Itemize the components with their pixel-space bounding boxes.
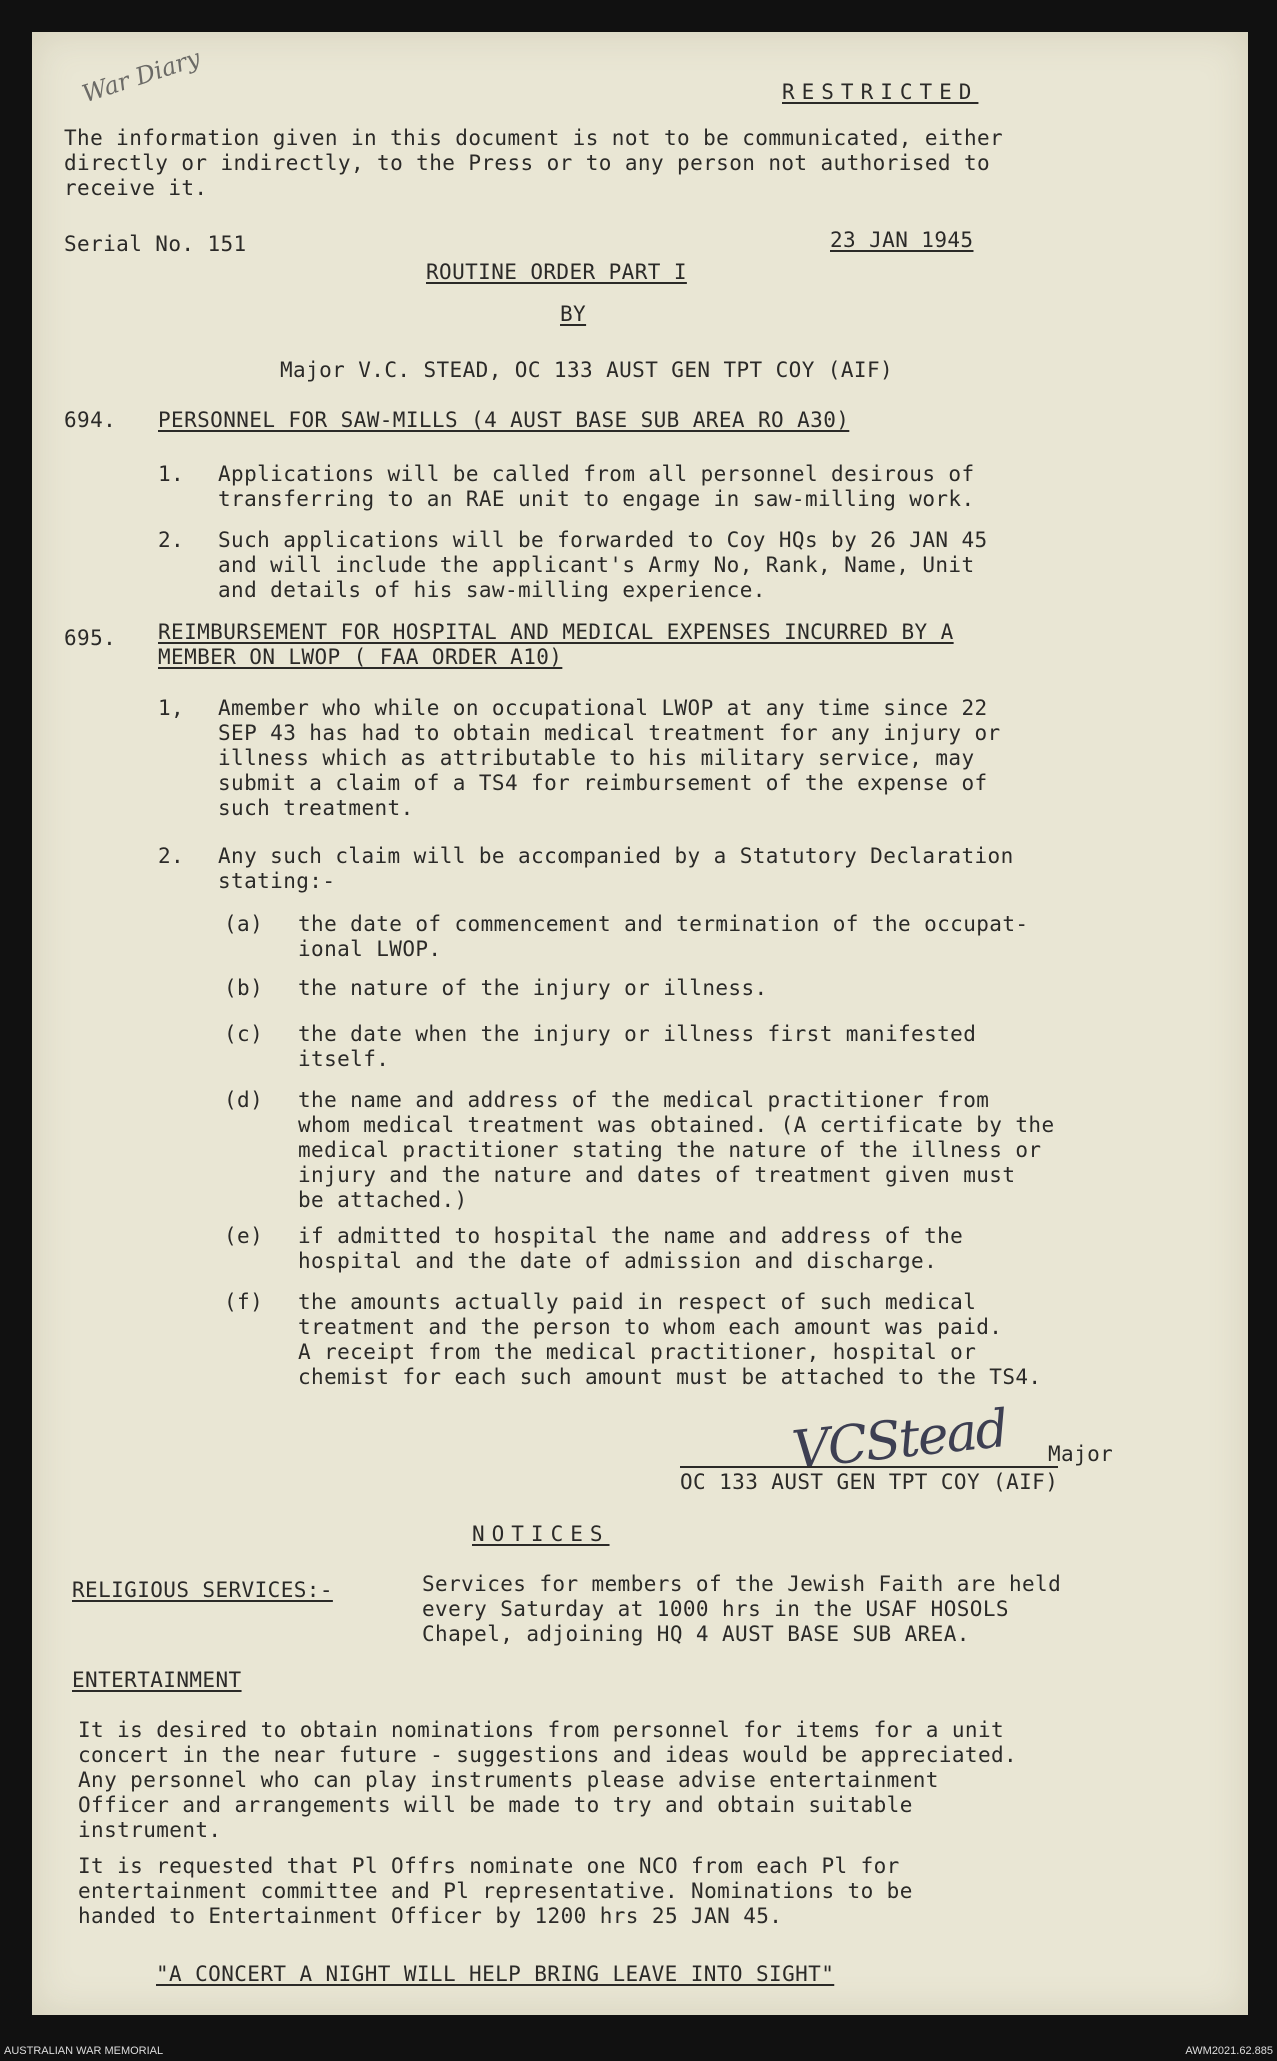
text-line: the date of commencement and termination of the occupat-	[298, 912, 1029, 936]
sub-item-b	[298, 976, 768, 1001]
text-line: A receipt from the medical practitioner, hospital or	[298, 1340, 977, 1364]
sub-item-letter: (e)	[224, 1224, 264, 1248]
sub-item-letter: (c)	[224, 1022, 264, 1046]
text-line: such treatment.	[218, 796, 414, 820]
text-line: hospital and the date of admission and discharge.	[298, 1249, 938, 1273]
warning-notice	[64, 126, 1003, 201]
signature-unit: OC 133 AUST GEN TPT COY (AIF)	[680, 1466, 1058, 1495]
text-line: and will include the applicant's Army No, Rank, Name, Unit	[218, 553, 975, 577]
text-line: It is requested that Pl Offrs nominate one NCO from each Pl for	[78, 1854, 900, 1878]
text-line: ional LWOP.	[298, 937, 442, 961]
text-line: itself.	[298, 1047, 390, 1071]
paragraph-number: 1,	[158, 696, 185, 720]
footer-institution: AUSTRALIAN WAR MEMORIAL	[4, 2045, 164, 2057]
pencil-annotation: War Diary	[78, 43, 204, 109]
text-line: if admitted to hospital the name and address of the	[298, 1224, 964, 1248]
text-line: whom medical treatment was obtained. (A certificate by the	[298, 1113, 1055, 1137]
classification-stamp: RESTRICTED	[782, 80, 979, 104]
entertainment-paragraph-1	[78, 1718, 1017, 1843]
text-line: Services for members of the Jewish Faith are held	[422, 1572, 1062, 1596]
text-line: be attached.)	[298, 1188, 468, 1212]
sub-item-e	[298, 1224, 963, 1274]
text-line: Any such claim will be accompanied by a Statutory Declaration	[218, 844, 1014, 868]
warning-line: directly or indirectly, to the Press or to any person not authorised to	[64, 151, 991, 175]
warning-line: The information given in this document is not to be communicated, either	[64, 126, 1004, 150]
footer-accession-number: AWM2021.62.885	[1185, 2045, 1273, 2057]
sub-item-c	[298, 1022, 976, 1072]
sub-item-letter: (f)	[224, 1290, 264, 1314]
religious-services-text	[422, 1572, 1061, 1647]
sub-item-letter: (b)	[224, 976, 264, 1000]
paragraph-694-2	[218, 528, 988, 603]
text-line: entertainment committee and Pl representative. Nominations to be	[78, 1879, 913, 1903]
paragraph-695-2	[218, 844, 1014, 894]
text-line: It is desired to obtain nominations from personnel for items for a unit	[78, 1718, 1005, 1742]
order-number-694: 694.	[64, 408, 117, 432]
order-title: ROUTINE ORDER PART I	[426, 260, 687, 284]
sub-item-d	[298, 1088, 1055, 1213]
text-line: instrument.	[78, 1818, 222, 1842]
signature-rank: Major	[1048, 1442, 1114, 1466]
religious-services-label: RELIGIOUS SERVICES:-	[72, 1578, 333, 1602]
text-line: stating:-	[218, 869, 336, 893]
text-line: every Saturday at 1000 hrs in the USAF HOSOLS	[422, 1597, 1009, 1621]
title-line: REIMBURSEMENT FOR HOSPITAL AND MEDICAL EXPENSES INCURRED BY A	[158, 620, 954, 644]
sub-item-letter: (d)	[224, 1088, 264, 1112]
sub-item-a	[298, 912, 1028, 962]
text-line: handed to Entertainment Officer by 1200 hrs 25 JAN 45.	[78, 1904, 783, 1928]
text-line: chemist for each such amount must be attached to the TS4.	[298, 1365, 1042, 1389]
text-line: the date when the injury or illness first manifested	[298, 1022, 977, 1046]
handwritten-signature: VCStead	[789, 1398, 1010, 1482]
order-title-694: PERSONNEL FOR SAW-MILLS (4 AUST BASE SUB AREA RO A30)	[158, 408, 850, 432]
entertainment-label: ENTERTAINMENT	[72, 1668, 242, 1692]
text-line: Officer and arrangements will be made to try and obtain suitable	[78, 1793, 913, 1817]
paragraph-number: 1.	[158, 462, 185, 486]
paragraph-number: 2.	[158, 844, 185, 868]
order-number-695: 695.	[64, 626, 117, 650]
text-line: Applications will be called from all personnel desirous of	[218, 462, 975, 486]
order-title-695	[158, 620, 954, 670]
text-line: injury and the nature and dates of treatment given must	[298, 1163, 1016, 1187]
text-line: SEP 43 has had to obtain medical treatment for any injury or	[218, 721, 1001, 745]
text-line: Amember who while on occupational LWOP at any time since 22	[218, 696, 988, 720]
text-line: concert in the near future - suggestions and ideas would be appreciated.	[78, 1743, 1018, 1767]
text-line: Any personnel who can play instruments please advise entertainment	[78, 1768, 939, 1792]
text-line: transferring to an RAE unit to engage in saw-milling work.	[218, 487, 975, 511]
notices-heading: NOTICES	[472, 1522, 610, 1546]
serial-number: Serial No. 151	[64, 232, 247, 256]
text-line: and details of his saw-milling experience.	[218, 578, 766, 602]
entertainment-paragraph-2	[78, 1854, 913, 1929]
sub-item-f	[298, 1290, 1041, 1390]
warning-line: receive it.	[64, 176, 208, 200]
text-line: Chapel, adjoining HQ 4 AUST BASE SUB AREA.	[422, 1622, 970, 1646]
text-line: the nature of the injury or illness.	[298, 976, 768, 1000]
order-date: 23 JAN 1945	[830, 228, 974, 252]
document-page	[32, 32, 1248, 2015]
concert-motto: "A CONCERT A NIGHT WILL HELP BRING LEAVE INTO SIGHT"	[156, 1962, 835, 1986]
paragraph-number: 2.	[158, 528, 185, 552]
paragraph-695-1	[218, 696, 1001, 821]
title-line: MEMBER ON LWOP ( FAA ORDER A10)	[158, 645, 563, 669]
text-line: the name and address of the medical practitioner from	[298, 1088, 990, 1112]
text-line: medical practitioner stating the nature of the illness or	[298, 1138, 1042, 1162]
text-line: treatment and the person to whom each amount was paid.	[298, 1315, 1003, 1339]
order-issuer: Major V.C. STEAD, OC 133 AUST GEN TPT COY (AIF)	[280, 358, 894, 382]
order-by: BY	[560, 302, 587, 326]
text-line: submit a claim of a TS4 for reimbursement of the expense of	[218, 771, 988, 795]
text-line: Such applications will be forwarded to Coy HQs by 26 JAN 45	[218, 528, 988, 552]
paragraph-694-1	[218, 462, 975, 512]
text-line: the amounts actually paid in respect of such medical	[298, 1290, 977, 1314]
text-line: illness which as attributable to his military service, may	[218, 746, 975, 770]
sub-item-letter: (a)	[224, 912, 264, 936]
